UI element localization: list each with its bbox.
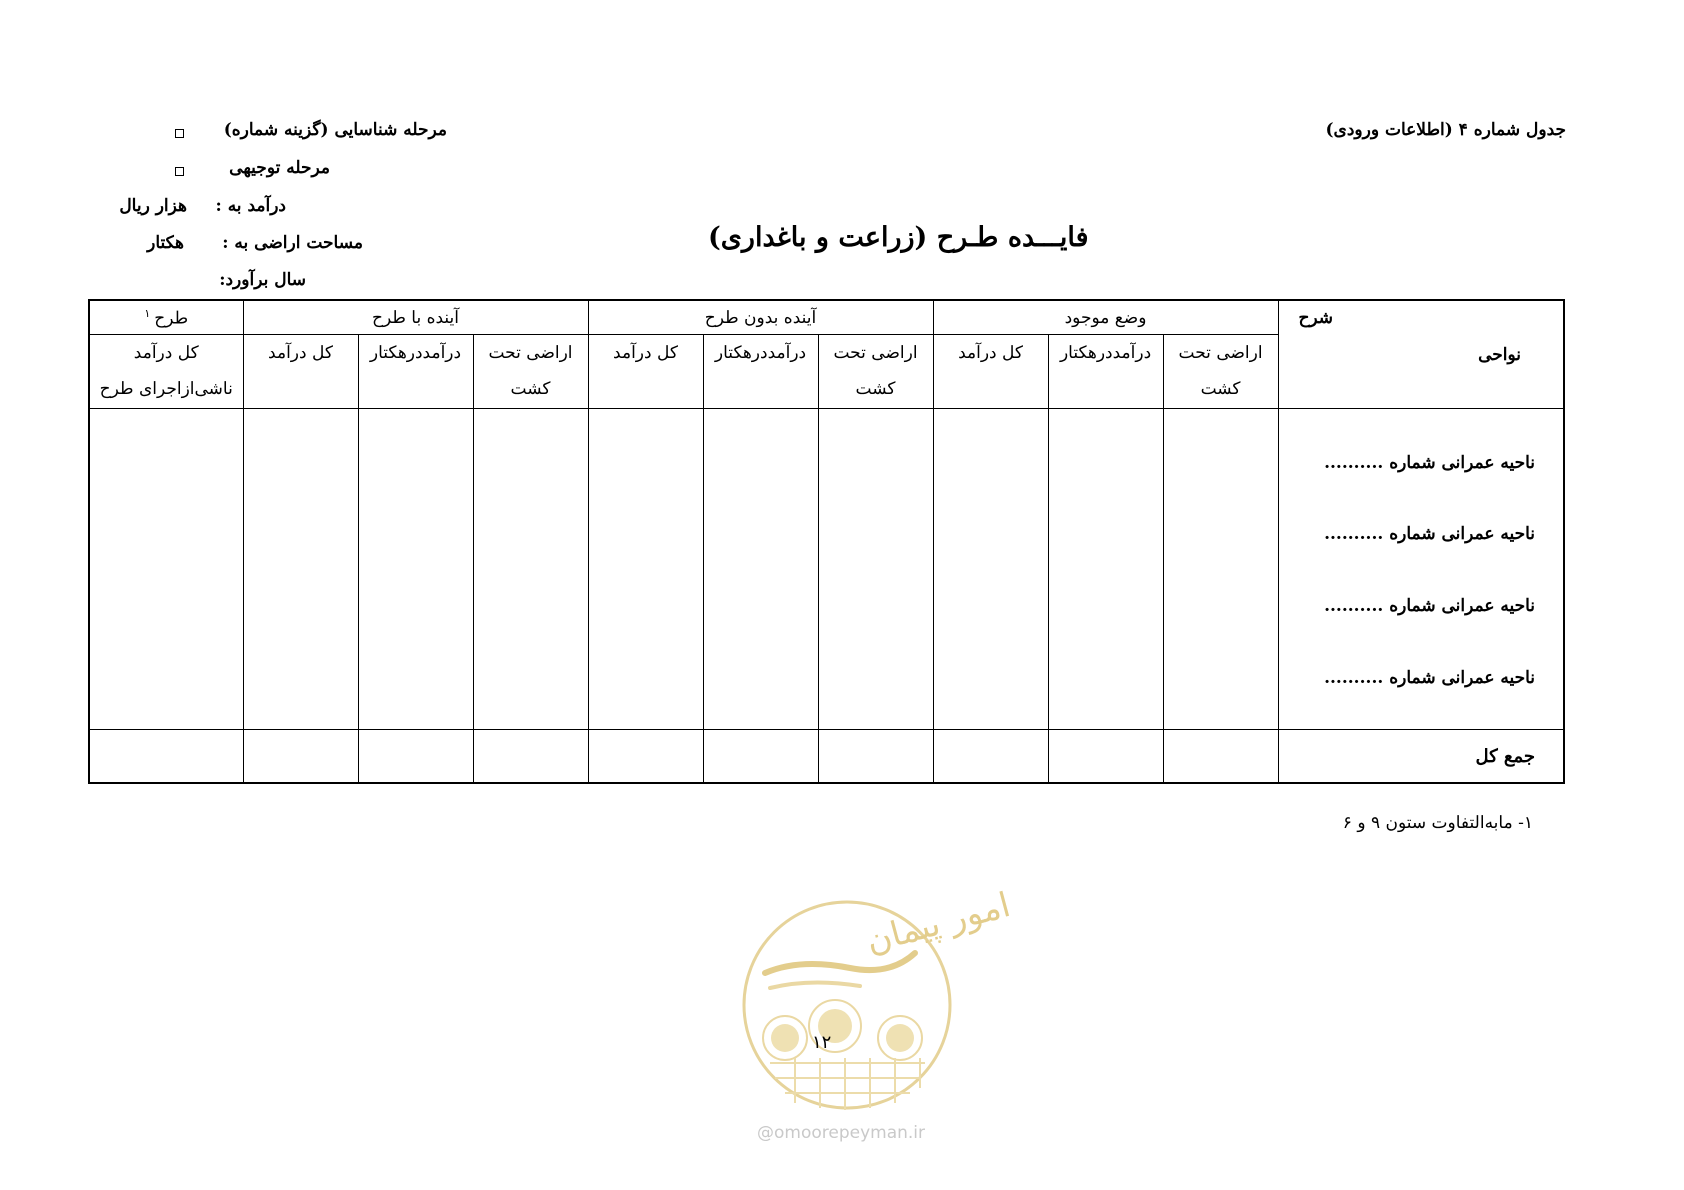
input-cell[interactable] (89, 409, 243, 730)
table-reference: جدول شماره ۴ (اطلاعات ورودی) (1325, 120, 1566, 140)
stage-justification-checkbox[interactable] (175, 167, 184, 176)
regions-cell (1278, 409, 1564, 730)
area-unit-value: هکتار (147, 233, 184, 253)
input-cell[interactable] (818, 409, 933, 730)
region-header: نواحی (1478, 344, 1522, 365)
desc-header: شرح (1298, 307, 1334, 328)
area-unit-label: مساحت اراضی به : (222, 233, 363, 253)
input-cell[interactable] (243, 409, 358, 730)
watermark-url: @omoorepeyman.ir (757, 1123, 926, 1143)
total-cell[interactable] (89, 730, 243, 784)
group-future-without: آینده بدون طرح (588, 300, 933, 335)
income-unit-value: هزار ریال (119, 196, 187, 216)
watermark-logo (740, 884, 1015, 1113)
input-cell[interactable] (1163, 409, 1278, 730)
total-cell[interactable] (818, 730, 933, 784)
total-cell[interactable] (1048, 730, 1163, 784)
sub-cultivated-without: اراضی تحت کشت (818, 335, 933, 409)
watermark-logo-icon (740, 884, 1015, 1113)
total-label: جمع کل (1475, 745, 1536, 767)
input-cell[interactable] (933, 409, 1048, 730)
income-unit-label: درآمد به : (215, 196, 286, 216)
total-label-cell (1278, 730, 1564, 784)
sub-cultivated-with: اراضی تحت کشت (473, 335, 588, 409)
stage-justification-label: مرحله توجیهی (229, 158, 330, 178)
sub-income-per-ha-with: درآمددرهکتار (358, 335, 473, 409)
stage-identification-label: مرحله شناسایی (گزینه شماره) (223, 120, 447, 140)
total-cell[interactable] (933, 730, 1048, 784)
input-cell[interactable] (473, 409, 588, 730)
total-cell[interactable] (703, 730, 818, 784)
total-cell[interactable] (588, 730, 703, 784)
input-cell[interactable] (358, 409, 473, 730)
group-future-with: آینده با طرح (243, 300, 588, 335)
sub-total-income-without: کل درآمد (588, 335, 703, 409)
region-row-4: ناحیه عمرانی شماره .......... (1324, 668, 1536, 688)
sub-income-per-ha-without: درآمددرهکتار (703, 335, 818, 409)
total-cell[interactable] (473, 730, 588, 784)
group-project: طرح$^۱$ (89, 300, 243, 335)
input-cell[interactable] (1048, 409, 1163, 730)
stage-identification-checkbox[interactable] (175, 129, 184, 138)
sub-project-total-income: کل درآمد ناشی‌ازاجرای طرح (89, 335, 243, 409)
input-cell[interactable] (703, 409, 818, 730)
region-row-3: ناحیه عمرانی شماره .......... (1324, 596, 1536, 616)
total-cell[interactable] (243, 730, 358, 784)
sub-cultivated-current: اراضی تحت کشت (1163, 335, 1278, 409)
total-cell[interactable] (1163, 730, 1278, 784)
page-number: ۱۲ (812, 1032, 832, 1053)
footnote: ۱- مابه‌التفاوت ستون ۹ و ۶ (1342, 813, 1533, 833)
page-title: فایـــده طـرح (زراعت و باغداری) (708, 222, 1089, 253)
desc-header-cell (1278, 300, 1564, 335)
input-cell[interactable] (588, 409, 703, 730)
region-row-1: ناحیه عمرانی شماره .......... (1324, 453, 1536, 473)
estimate-year-label: سال برآورد: (219, 270, 306, 290)
benefit-table (88, 299, 1565, 784)
project-footnote-mark: ۱ (144, 306, 151, 320)
sub-total-income-with: کل درآمد (243, 335, 358, 409)
sub-income-per-ha-current: درآمددرهکتار (1048, 335, 1163, 409)
total-cell[interactable] (358, 730, 473, 784)
region-header-cell (1278, 335, 1564, 409)
region-row-2: ناحیه عمرانی شماره .......... (1324, 524, 1536, 544)
group-current: وضع موجود (933, 300, 1278, 335)
watermark-logo-text: امور پیمان (861, 884, 1015, 962)
sub-total-income-current: کل درآمد (933, 335, 1048, 409)
